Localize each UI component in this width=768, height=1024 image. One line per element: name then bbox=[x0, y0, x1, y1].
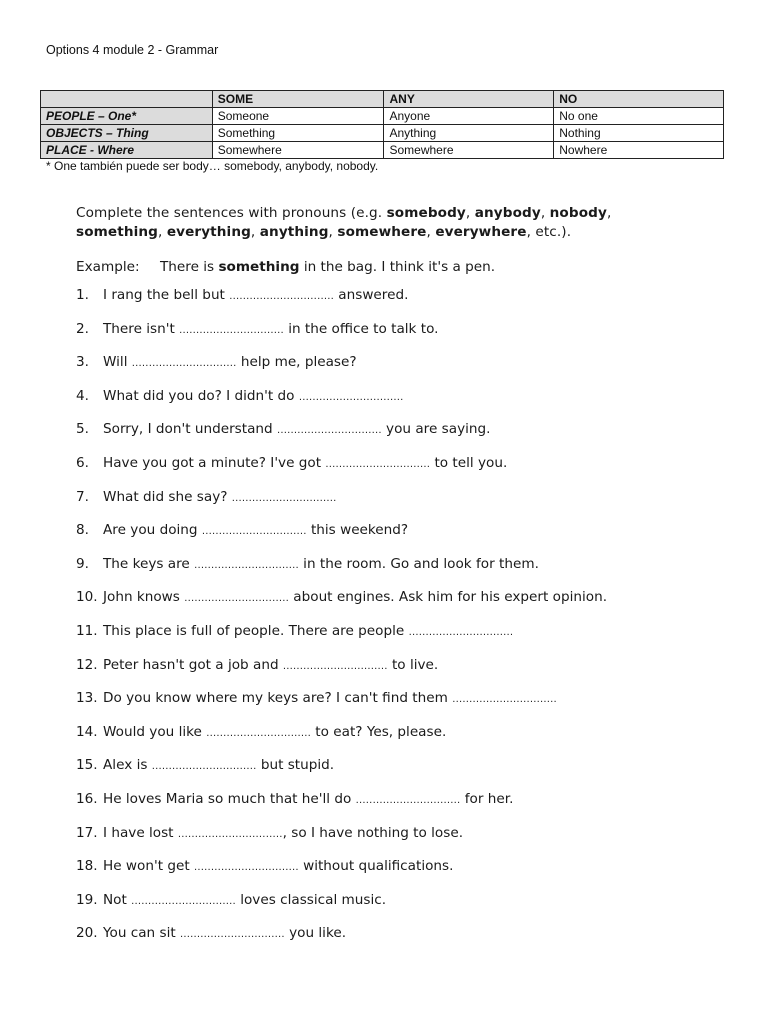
row-header-cell: PEOPLE – One* bbox=[41, 108, 213, 125]
item-number: 4. bbox=[76, 387, 89, 404]
table-cell-some: Someone bbox=[212, 108, 384, 125]
exercise-item bbox=[76, 823, 696, 857]
exercise-item bbox=[76, 520, 696, 554]
item-text-after: to eat? Yes, please. bbox=[310, 723, 447, 740]
example-label: Example: bbox=[76, 259, 140, 275]
pronoun-table bbox=[40, 90, 724, 159]
item-text-after: you like. bbox=[284, 925, 347, 942]
answer-blank: ............................... bbox=[325, 458, 431, 470]
answer-blank: ............................... bbox=[180, 929, 285, 941]
example-pronoun: somebody bbox=[386, 205, 466, 221]
item-text-before: Do you know where my keys are? I can't find them bbox=[103, 690, 453, 707]
item-number: 13. bbox=[76, 690, 98, 707]
table-corner-cell bbox=[41, 91, 213, 108]
exercise-item bbox=[76, 722, 696, 756]
exercise-item bbox=[76, 587, 696, 621]
table-row bbox=[41, 142, 724, 159]
answer-blank: ............................... bbox=[206, 727, 311, 739]
item-text-before: What did you do? I didn't do bbox=[103, 387, 299, 404]
item-text-before: I have lost bbox=[103, 824, 178, 841]
item-number: 14. bbox=[76, 723, 98, 740]
table-cell-any: Somewhere bbox=[384, 142, 554, 159]
exercise-section bbox=[76, 204, 696, 957]
answer-blank: ............................... bbox=[201, 526, 307, 538]
answer-blank: ............................... bbox=[408, 626, 514, 638]
item-text-after: to tell you. bbox=[430, 454, 508, 471]
table-cell-no: No one bbox=[554, 108, 724, 125]
example-pronoun: anybody bbox=[474, 205, 541, 221]
table-header-row bbox=[41, 91, 724, 108]
answer-blank: ............................... bbox=[452, 694, 557, 706]
item-number: 15. bbox=[76, 757, 98, 774]
exercise-item bbox=[76, 621, 696, 655]
example-sentence bbox=[76, 259, 696, 279]
example-pronoun: everywhere bbox=[435, 224, 527, 240]
exercise-item bbox=[76, 352, 696, 386]
item-text-before: You can sit bbox=[103, 925, 181, 942]
item-text-after: you are saying. bbox=[381, 421, 491, 438]
item-number: 17. bbox=[76, 824, 98, 841]
item-number: 7. bbox=[76, 488, 89, 505]
exercise-item bbox=[76, 419, 696, 453]
exercise-item bbox=[76, 923, 696, 957]
instructions-prefix: Complete the sentences with pronouns (e.g. bbox=[76, 205, 387, 221]
item-number: 18. bbox=[76, 858, 98, 875]
item-number: 6. bbox=[76, 454, 89, 471]
item-text-before: Not bbox=[103, 891, 132, 908]
item-text-before: He won't get bbox=[103, 858, 194, 875]
item-text-before: He loves Maria so much that he'll do bbox=[103, 790, 356, 807]
answer-blank: ............................... bbox=[282, 660, 388, 672]
item-number: 11. bbox=[76, 622, 98, 639]
example-answer: something bbox=[218, 259, 300, 275]
exercise-item bbox=[76, 285, 696, 319]
answer-blank: ............................... bbox=[229, 291, 334, 302]
example-pronoun: anything bbox=[259, 224, 329, 240]
column-header-any: ANY bbox=[384, 91, 554, 108]
item-text-after: but stupid. bbox=[256, 757, 335, 774]
item-text-before: Would you like bbox=[103, 723, 207, 740]
example-text-after: in the bag. I think it's a pen. bbox=[299, 259, 496, 275]
answer-blank: ............................... bbox=[177, 828, 283, 840]
exercise-item bbox=[76, 655, 696, 689]
exercise-item bbox=[76, 890, 696, 924]
item-number: 12. bbox=[76, 656, 98, 673]
exercise-item bbox=[76, 453, 696, 487]
exercise-item bbox=[76, 319, 696, 353]
instructions-suffix: , etc.). bbox=[526, 224, 572, 240]
item-text-after: , so I have nothing to lose. bbox=[282, 824, 464, 841]
item-text-before: There isn't bbox=[103, 320, 180, 337]
answer-blank: ............................... bbox=[184, 593, 289, 605]
table-cell-any: Anything bbox=[384, 125, 554, 142]
item-text-before: The keys are bbox=[103, 555, 195, 572]
answer-blank: ............................... bbox=[355, 794, 461, 806]
item-text-after: for her. bbox=[460, 790, 514, 807]
example-pronoun: something bbox=[76, 224, 158, 240]
item-text-before: John knows bbox=[103, 589, 185, 606]
document-title: Options 4 module 2 - Grammar bbox=[46, 43, 219, 57]
answer-blank: ............................... bbox=[131, 895, 236, 907]
example-pronoun: everything bbox=[166, 224, 251, 240]
item-text-after: without qualifications. bbox=[298, 858, 454, 875]
item-number: 9. bbox=[76, 555, 89, 572]
item-text-before: Alex is bbox=[103, 757, 152, 774]
item-number: 16. bbox=[76, 790, 98, 807]
table-row bbox=[41, 108, 724, 125]
item-number: 5. bbox=[76, 421, 89, 438]
item-text-after: this weekend? bbox=[306, 522, 409, 539]
item-text-after: in the office to talk to. bbox=[283, 320, 439, 337]
table-cell-any: Anyone bbox=[384, 108, 554, 125]
column-header-some: SOME bbox=[212, 91, 384, 108]
exercise-item bbox=[76, 789, 696, 823]
table-cell-some: Somewhere bbox=[212, 142, 384, 159]
exercise-list bbox=[76, 285, 696, 957]
table-footnote: * One también puede ser body… somebody, anybody, nobody. bbox=[46, 159, 379, 173]
row-header-cell: PLACE - Where bbox=[41, 142, 213, 159]
item-number: 1. bbox=[76, 287, 89, 303]
item-number: 8. bbox=[76, 522, 89, 539]
exercise-item bbox=[76, 688, 696, 722]
item-text-before: Peter hasn't got a job and bbox=[103, 656, 283, 673]
item-number: 19. bbox=[76, 891, 98, 908]
row-header-cell: OBJECTS – Thing bbox=[41, 125, 213, 142]
item-number: 20. bbox=[76, 925, 98, 942]
example-text-before: There is bbox=[160, 259, 219, 275]
exercise-instructions: Complete the sentences with pronouns (e.g. somebody, anybody, nobody, something, everything, anything, somewhere, everywhere, etc.). bbox=[76, 205, 612, 240]
item-text-after: help me, please? bbox=[236, 354, 357, 371]
item-number: 2. bbox=[76, 320, 89, 337]
example-pronoun: nobody bbox=[549, 205, 607, 221]
exercise-item bbox=[76, 386, 696, 420]
answer-blank: ............................... bbox=[194, 559, 299, 571]
exercise-item bbox=[76, 487, 696, 521]
item-text-before: Sorry, I don't understand bbox=[103, 421, 277, 438]
item-number: 10. bbox=[76, 589, 98, 606]
answer-blank: ............................... bbox=[194, 862, 299, 874]
answer-blank: ............................... bbox=[131, 358, 237, 370]
item-text-before: Have you got a minute? I've got bbox=[103, 454, 326, 471]
answer-blank: ............................... bbox=[179, 324, 284, 336]
answer-blank: ............................... bbox=[231, 492, 337, 504]
exercise-item bbox=[76, 856, 696, 890]
table-row bbox=[41, 125, 724, 142]
item-text-before: Are you doing bbox=[103, 522, 202, 539]
item-text-before: What did she say? bbox=[103, 488, 232, 505]
column-header-no: NO bbox=[554, 91, 724, 108]
exercise-item bbox=[76, 554, 696, 588]
example-pronoun: somewhere bbox=[337, 224, 427, 240]
item-text-before: This place is full of people. There are people bbox=[103, 622, 409, 639]
table-cell-some: Something bbox=[212, 125, 384, 142]
item-text-before: Will bbox=[103, 354, 132, 371]
item-text-before: I rang the bell but bbox=[103, 287, 230, 303]
answer-blank: ............................... bbox=[151, 761, 257, 773]
item-number: 3. bbox=[76, 354, 89, 371]
item-text-after: about engines. Ask him for his expert opinion. bbox=[288, 589, 608, 606]
table-cell-no: Nowhere bbox=[554, 142, 724, 159]
table-cell-no: Nothing bbox=[554, 125, 724, 142]
exercise-item bbox=[76, 755, 696, 789]
item-text-after: answered. bbox=[333, 287, 409, 303]
item-text-after: in the room. Go and look for them. bbox=[298, 555, 539, 572]
answer-blank: ............................... bbox=[276, 425, 382, 437]
item-text-after: to live. bbox=[387, 656, 439, 673]
item-text-after: loves classical music. bbox=[235, 891, 387, 908]
answer-blank: ............................... bbox=[298, 391, 404, 403]
